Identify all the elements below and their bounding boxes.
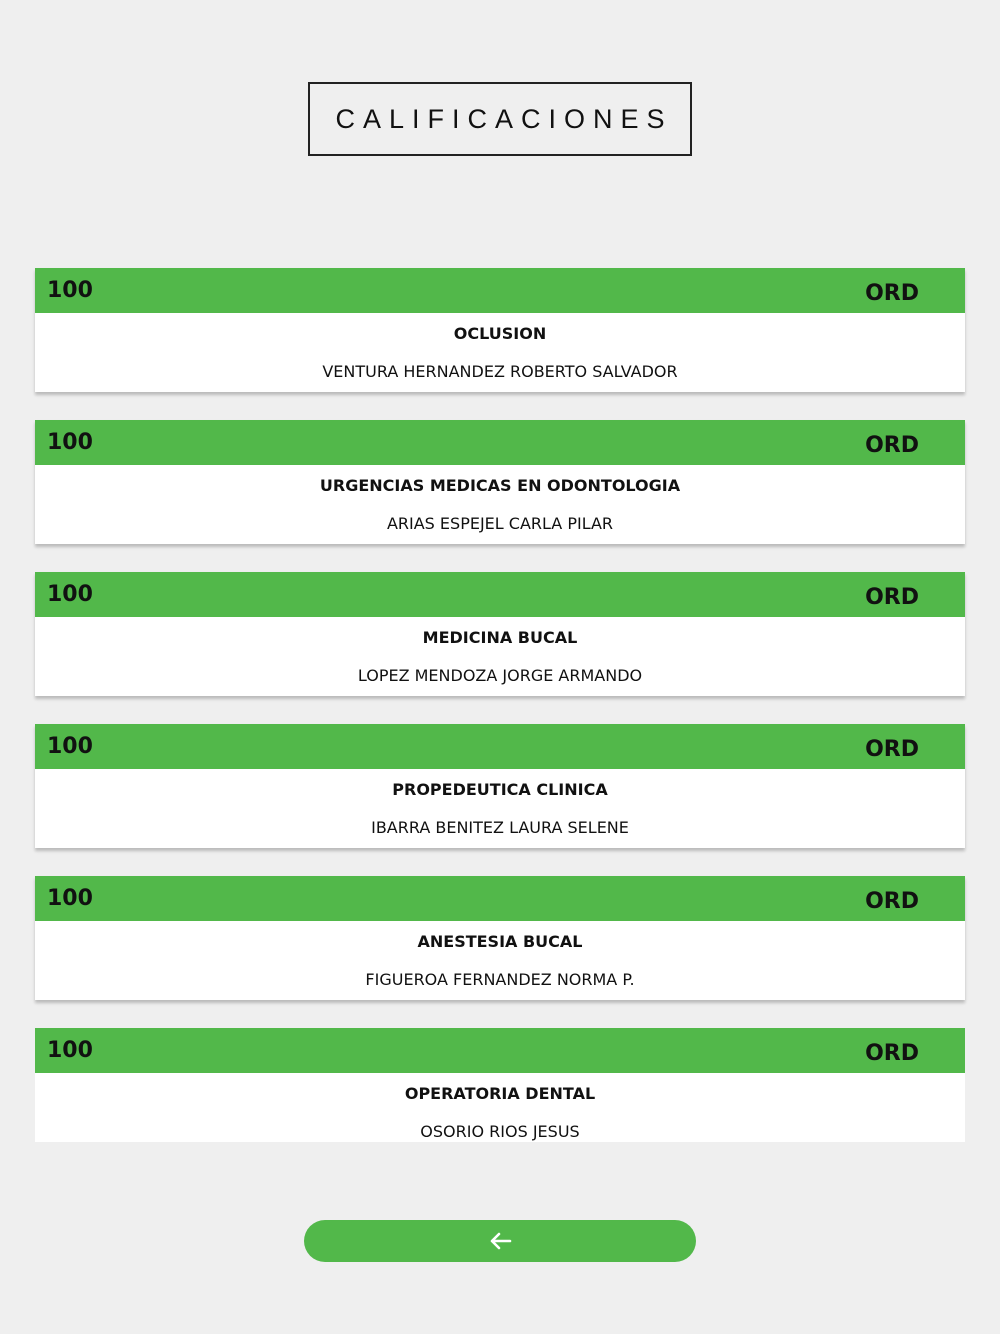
grade-card-header xyxy=(35,268,965,313)
grade-value: 100 xyxy=(47,430,93,455)
grade-card xyxy=(35,1028,965,1142)
grade-type: ORD xyxy=(865,1041,919,1066)
grade-type: ORD xyxy=(865,585,919,610)
grade-card-header xyxy=(35,876,965,921)
grade-card xyxy=(35,876,965,1000)
grade-card xyxy=(35,572,965,696)
teacher-name: FIGUEROA FERNANDEZ NORMA P. xyxy=(365,970,635,989)
subject-name: OPERATORIA DENTAL xyxy=(404,1084,596,1103)
grades-list xyxy=(35,268,965,1142)
grade-card xyxy=(35,420,965,544)
grade-card-header xyxy=(35,572,965,617)
subject-name: ANESTESIA BUCAL xyxy=(417,932,583,951)
grade-value: 100 xyxy=(47,582,93,607)
subject-name: URGENCIAS MEDICAS EN ODONTOLOGIA xyxy=(319,476,681,495)
page-title-box xyxy=(308,82,692,156)
grade-card xyxy=(35,268,965,392)
subject-name: MEDICINA BUCAL xyxy=(422,628,578,647)
grade-value: 100 xyxy=(47,1038,93,1063)
subject-name: OCLUSION xyxy=(453,324,547,343)
grade-card xyxy=(35,724,965,848)
grade-card-header xyxy=(35,724,965,769)
teacher-name: LOPEZ MENDOZA JORGE ARMANDO xyxy=(357,666,643,685)
grade-card-header xyxy=(35,420,965,465)
subject-name: PROPEDEUTICA CLINICA xyxy=(392,780,608,799)
grade-type: ORD xyxy=(865,433,919,458)
teacher-name: IBARRA BENITEZ LAURA SELENE xyxy=(371,818,629,837)
teacher-name: VENTURA HERNANDEZ ROBERTO SALVADOR xyxy=(322,362,678,381)
grade-value: 100 xyxy=(47,734,93,759)
teacher-name: ARIAS ESPEJEL CARLA PILAR xyxy=(386,514,614,533)
grade-card-header xyxy=(35,1028,965,1073)
teacher-name: OSORIO RIOS JESUS xyxy=(420,1122,580,1141)
grade-value: 100 xyxy=(47,886,93,911)
grade-type: ORD xyxy=(865,281,919,306)
grade-type: ORD xyxy=(865,737,919,762)
grade-value: 100 xyxy=(47,278,93,303)
back-button[interactable] xyxy=(304,1220,696,1262)
page-title: CALIFICACIONES xyxy=(335,103,673,134)
grade-type: ORD xyxy=(865,889,919,914)
arrow-left-icon xyxy=(488,1231,512,1251)
